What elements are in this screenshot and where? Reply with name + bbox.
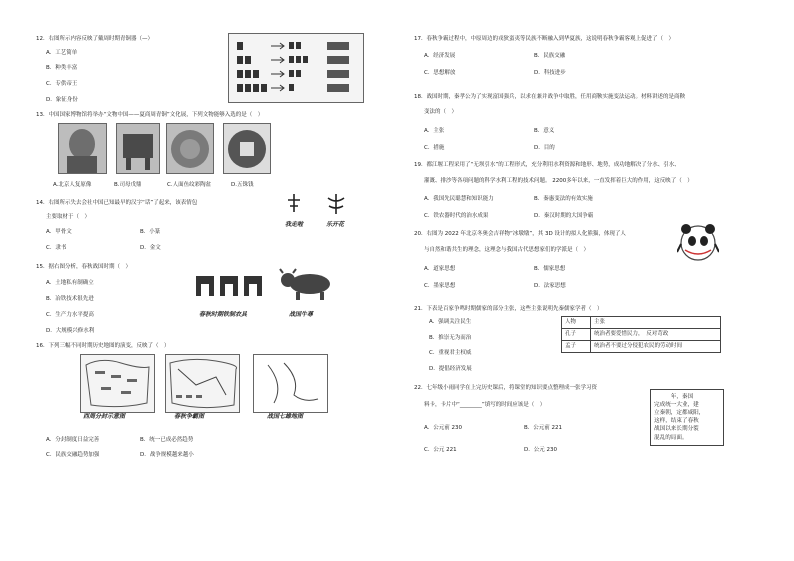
q16-option-a[interactable]: A．分封制度日益完善 xyxy=(46,437,100,443)
table-header-cell: 人物 xyxy=(562,317,591,329)
q17-option-d[interactable]: D．科技进步 xyxy=(534,70,566,76)
q14-option-c[interactable]: C．隶书 xyxy=(46,245,67,251)
bronze-ding-hierarchy-image xyxy=(228,33,364,103)
q16-stem: 16．下列三幅不同时期历史地图的演变，反映了（ ） xyxy=(36,343,170,349)
q19-option-c[interactable]: C．铁农器时代的治水成果 xyxy=(424,213,489,219)
simuwu-ding-image xyxy=(116,123,160,174)
q17-option-c[interactable]: C．思想解放 xyxy=(424,70,456,76)
q13-stem: 13．中国国家博物馆将举办“文物中国——夏商周青铜”文化展，下列文物能够入选的是（ ） xyxy=(36,112,264,118)
caption-spring-autumn-map: 春秋争霸图 xyxy=(174,413,205,420)
q19-stem-line1: 19．都江堰工程采用了“无坝引水”的工程形式，充分利用水利资源和地形、地势，成功地解决了分水、引水、 xyxy=(414,162,680,168)
caption-ox-zun: 战国牛尊 xyxy=(289,311,314,318)
table-cell: 孟子 xyxy=(562,341,591,353)
caption-western-zhou-map: 西周分封示意图 xyxy=(83,413,126,420)
q22-option-c[interactable]: C．公元 221 xyxy=(424,447,457,453)
q20-option-b[interactable]: B．儒家思想 xyxy=(534,266,566,272)
map-western-zhou xyxy=(80,354,155,413)
q20-stem-line1: 20．右图为 2022 年北京冬奥会吉祥物“冰墩墩”，其 3D 设计的拟人化熊猫，体现了人 xyxy=(414,231,626,237)
q22-option-a[interactable]: A．公元前 230 xyxy=(424,425,463,431)
table-header-row xyxy=(562,317,721,329)
iron-farm-tools-icon xyxy=(192,274,268,300)
q17-option-a[interactable]: A．经济发展 xyxy=(424,53,456,59)
q21-option-d[interactable]: D．提倡经济发展 xyxy=(429,366,472,372)
q12-stem: 12．右图所示内容反映了戴周时期青铜器（—） xyxy=(36,36,153,42)
q15-option-c[interactable]: C．生产力水平提高 xyxy=(46,312,94,318)
emoji-caption-happy: 乐开花 xyxy=(326,221,345,228)
caption-iron-tools: 春秋时期铁制农具 xyxy=(199,311,248,318)
table-header-cell: 主张 xyxy=(591,317,721,329)
q14-stem-line1: 14．右图所示失去会社中国已知最早的汉字“话”了起来，该表情包 xyxy=(36,200,198,206)
q18-option-c[interactable]: C．措施 xyxy=(424,145,445,151)
q20-option-a[interactable]: A．道家思想 xyxy=(424,266,456,272)
bing-dwen-dwen-icon xyxy=(677,222,719,264)
table-cell: 孔子 xyxy=(562,329,591,341)
q13-option-c[interactable]: C.人面鱼纹彩陶盆 xyxy=(167,182,212,188)
q19-option-d[interactable]: D．秦汉时期的大国争霸 xyxy=(534,213,594,219)
q14-option-a[interactable]: A．甲骨文 xyxy=(46,229,72,235)
map-warring-states xyxy=(253,354,328,413)
peking-man-image xyxy=(58,123,107,174)
wuzhu-coin-image xyxy=(223,123,271,174)
ox-zun-icon xyxy=(278,268,338,302)
oracle-character-icon xyxy=(286,190,356,218)
table-cell: 统治者不要过分侵犯农民的劳动时间 xyxy=(591,341,721,353)
table-row xyxy=(562,341,721,353)
q21-option-c[interactable]: C．重视君主权威 xyxy=(429,350,472,356)
table-row xyxy=(562,329,721,341)
q18-stem-line2: 变法的（ ） xyxy=(424,109,458,115)
q16-option-c[interactable]: C．民族交融趋势加强 xyxy=(46,452,100,458)
study-card: 年，秦国 完成统一大业，建 立秦朝，定都咸阳， 这样，结束了春秋 战国以来长期分裂 混乱的局面。 xyxy=(650,389,724,446)
confucian-claims-table xyxy=(561,316,721,353)
q18-option-b[interactable]: B．意义 xyxy=(534,128,555,134)
q22-stem-line1: 22．七年级小雨同学在上完历史课后，将课堂的知识要点整理成一张学习资 xyxy=(414,385,598,391)
q13-option-d[interactable]: D.五铢钱 xyxy=(231,182,254,188)
emoji-caption-walk: 我走啦 xyxy=(285,221,304,228)
q21-option-a[interactable]: A．强调关注民生 xyxy=(429,319,472,325)
q19-stem-line2: 灌溉、排沙等各项问题的科学水利工程的技术问题。 2200多年以来，一直发挥着巨大的作用，这反映了（ ） xyxy=(424,178,693,184)
q22-option-b[interactable]: B．公元前 221 xyxy=(524,425,563,431)
q20-option-d[interactable]: D．法家思想 xyxy=(534,283,566,289)
q21-stem: 21．下表是百家争鸣时期儒家的部分主张，这些主张说明先秦儒家学者（ ） xyxy=(414,306,603,312)
q14-option-d[interactable]: D．金文 xyxy=(140,245,161,251)
q15-option-a[interactable]: A．土地私有制确立 xyxy=(46,280,94,286)
q18-stem-line1: 18．战国时期，秦孝公为了实现富国强兵，以求在兼并战争中取胜，任用商鞅实施变法运动。材料讲述的是商鞅 xyxy=(414,94,686,100)
q20-stem-line2: 与自然和谐共生的理念，这理念与我国古代思想家们的学派是（ ） xyxy=(424,247,590,253)
q12-option-d[interactable]: D．象征身份 xyxy=(46,97,78,103)
q16-option-b[interactable]: B．统一已成必然趋势 xyxy=(140,437,194,443)
q21-option-b[interactable]: B．推崇无为而治 xyxy=(429,335,472,341)
q12-option-c[interactable]: C．专供帝王 xyxy=(46,81,78,87)
q13-option-a[interactable]: A.北京人复原像 xyxy=(53,182,92,188)
q15-option-d[interactable]: D．大规模兴修水利 xyxy=(46,328,95,334)
q16-option-d[interactable]: D．战争规模越来越小 xyxy=(140,452,194,458)
q15-option-b[interactable]: B．冶铁技术很先进 xyxy=(46,296,94,302)
q19-option-b[interactable]: B．秦惠变法的有效实施 xyxy=(534,196,593,202)
q14-stem-line2: 主要取材于（ ） xyxy=(46,214,91,220)
q14-option-b[interactable]: B．小篆 xyxy=(140,229,161,235)
q18-option-a[interactable]: A．主张 xyxy=(424,128,445,134)
q13-option-b[interactable]: B.司母戊鼎 xyxy=(114,182,142,188)
q15-stem: 15．据右图分析，春秋战国时期（ ） xyxy=(36,264,131,270)
table-cell: 统治者要爱惜民力， 反对苛政 xyxy=(591,329,721,341)
q12-option-b[interactable]: B．种类丰富 xyxy=(46,65,78,71)
q22-option-d[interactable]: D．公元 230 xyxy=(524,447,557,453)
caption-warring-states-map: 战国七雄地图 xyxy=(267,413,304,420)
q17-stem: 17．春秋争霸过程中，中原周边的戎狄蛮夷等民族不断融入到华夏族，这说明春秋争霸客观上促进了（ ） xyxy=(414,36,675,42)
q20-option-c[interactable]: C．墨家思想 xyxy=(424,283,456,289)
q17-option-b[interactable]: B．民族交融 xyxy=(534,53,566,59)
painted-pottery-basin-image xyxy=(166,123,214,174)
q22-stem-line2: 料卡，卡片中“________”填写的时间应该是（ ） xyxy=(424,402,546,408)
q19-option-a[interactable]: A．我国先民聪慧和知识能力 xyxy=(424,196,494,202)
q12-option-a[interactable]: A．工艺简单 xyxy=(46,50,78,56)
q18-option-d[interactable]: D．目的 xyxy=(534,145,555,151)
map-spring-autumn xyxy=(165,354,240,413)
